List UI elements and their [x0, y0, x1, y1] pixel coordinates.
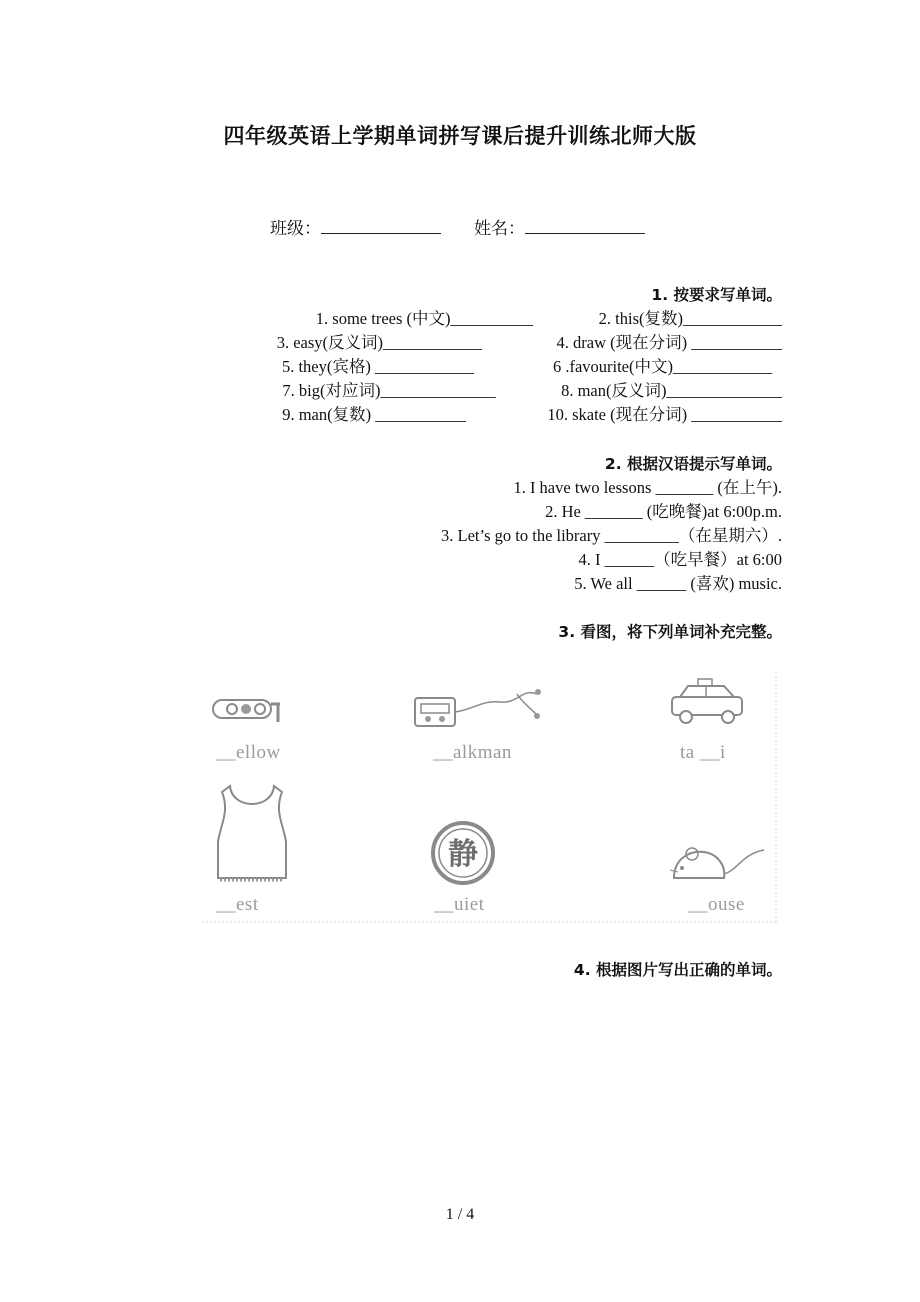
traffic-light-icon — [210, 690, 285, 730]
s1-item-5: 5. they(宾格) ____________ — [281, 357, 474, 376]
class-blank[interactable] — [321, 219, 441, 234]
section4-heading: 4. 根据图片写出正确的单词。 — [573, 961, 782, 979]
name-field — [474, 214, 645, 239]
s1-item-8: 8. man(反义词)______________ — [561, 381, 782, 400]
s1-item-2: 2. this(复数)____________ — [598, 309, 782, 328]
name-blank[interactable] — [525, 219, 645, 234]
label-yellow: __ellow — [216, 742, 281, 763]
vest-icon — [212, 782, 292, 887]
page-title: 四年级英语上学期单词拼写课后提升训练北师大版 — [223, 124, 697, 148]
label-quiet: __uiet — [434, 894, 485, 915]
section2-heading: 2. 根据汉语提示写单词。 — [604, 455, 782, 473]
label-taxi: ta __i — [680, 742, 726, 763]
s1-item-4: 4. draw (现在分词) ___________ — [556, 333, 782, 352]
s1-item-6: 6 .favourite(中文)____________ — [552, 357, 772, 376]
s2-line-3: 3. Let’s go to the library _________（在星期六）. — [441, 526, 782, 545]
s1-item-7: 7. big(对应词)______________ — [282, 381, 496, 400]
name-label: 姓名： — [474, 219, 525, 239]
s1-item-3: 3. easy(反义词)____________ — [276, 333, 482, 352]
walkman-icon — [412, 680, 552, 730]
s1-item-1: 1. some trees (中文)__________ — [315, 309, 533, 328]
taxi-icon — [668, 675, 748, 730]
section1-heading: 1. 按要求写单词。 — [651, 286, 782, 304]
label-mouse: __ouse — [688, 894, 745, 915]
picture-panel — [200, 670, 780, 925]
page-number: 1 / 4 — [445, 1206, 475, 1223]
class-field — [270, 214, 441, 239]
svg-text:静: 静 — [448, 837, 478, 872]
s2-line-2: 2. He _______ (吃晚餐)at 6:00p.m. — [545, 502, 782, 521]
s1-item-10: 10. skate (现在分词) ___________ — [547, 405, 782, 424]
label-walkman: __alkman — [433, 742, 512, 763]
quiet-sign-icon — [430, 820, 496, 886]
class-label: 班级： — [270, 219, 321, 239]
s1-item-9: 9. man(复数) ___________ — [282, 405, 466, 424]
section3-heading: 3. 看图，将下列单词补充完整。 — [558, 623, 782, 641]
s2-line-5: 5. We all ______ (喜欢) music. — [574, 574, 782, 593]
mouse-icon — [668, 840, 768, 890]
label-vest: __est — [216, 894, 259, 915]
s2-line-1: 1. I have two lessons _______ (在上午). — [513, 478, 782, 497]
s2-line-4: 4. I ______（吃早餐）at 6:00 — [578, 550, 782, 569]
